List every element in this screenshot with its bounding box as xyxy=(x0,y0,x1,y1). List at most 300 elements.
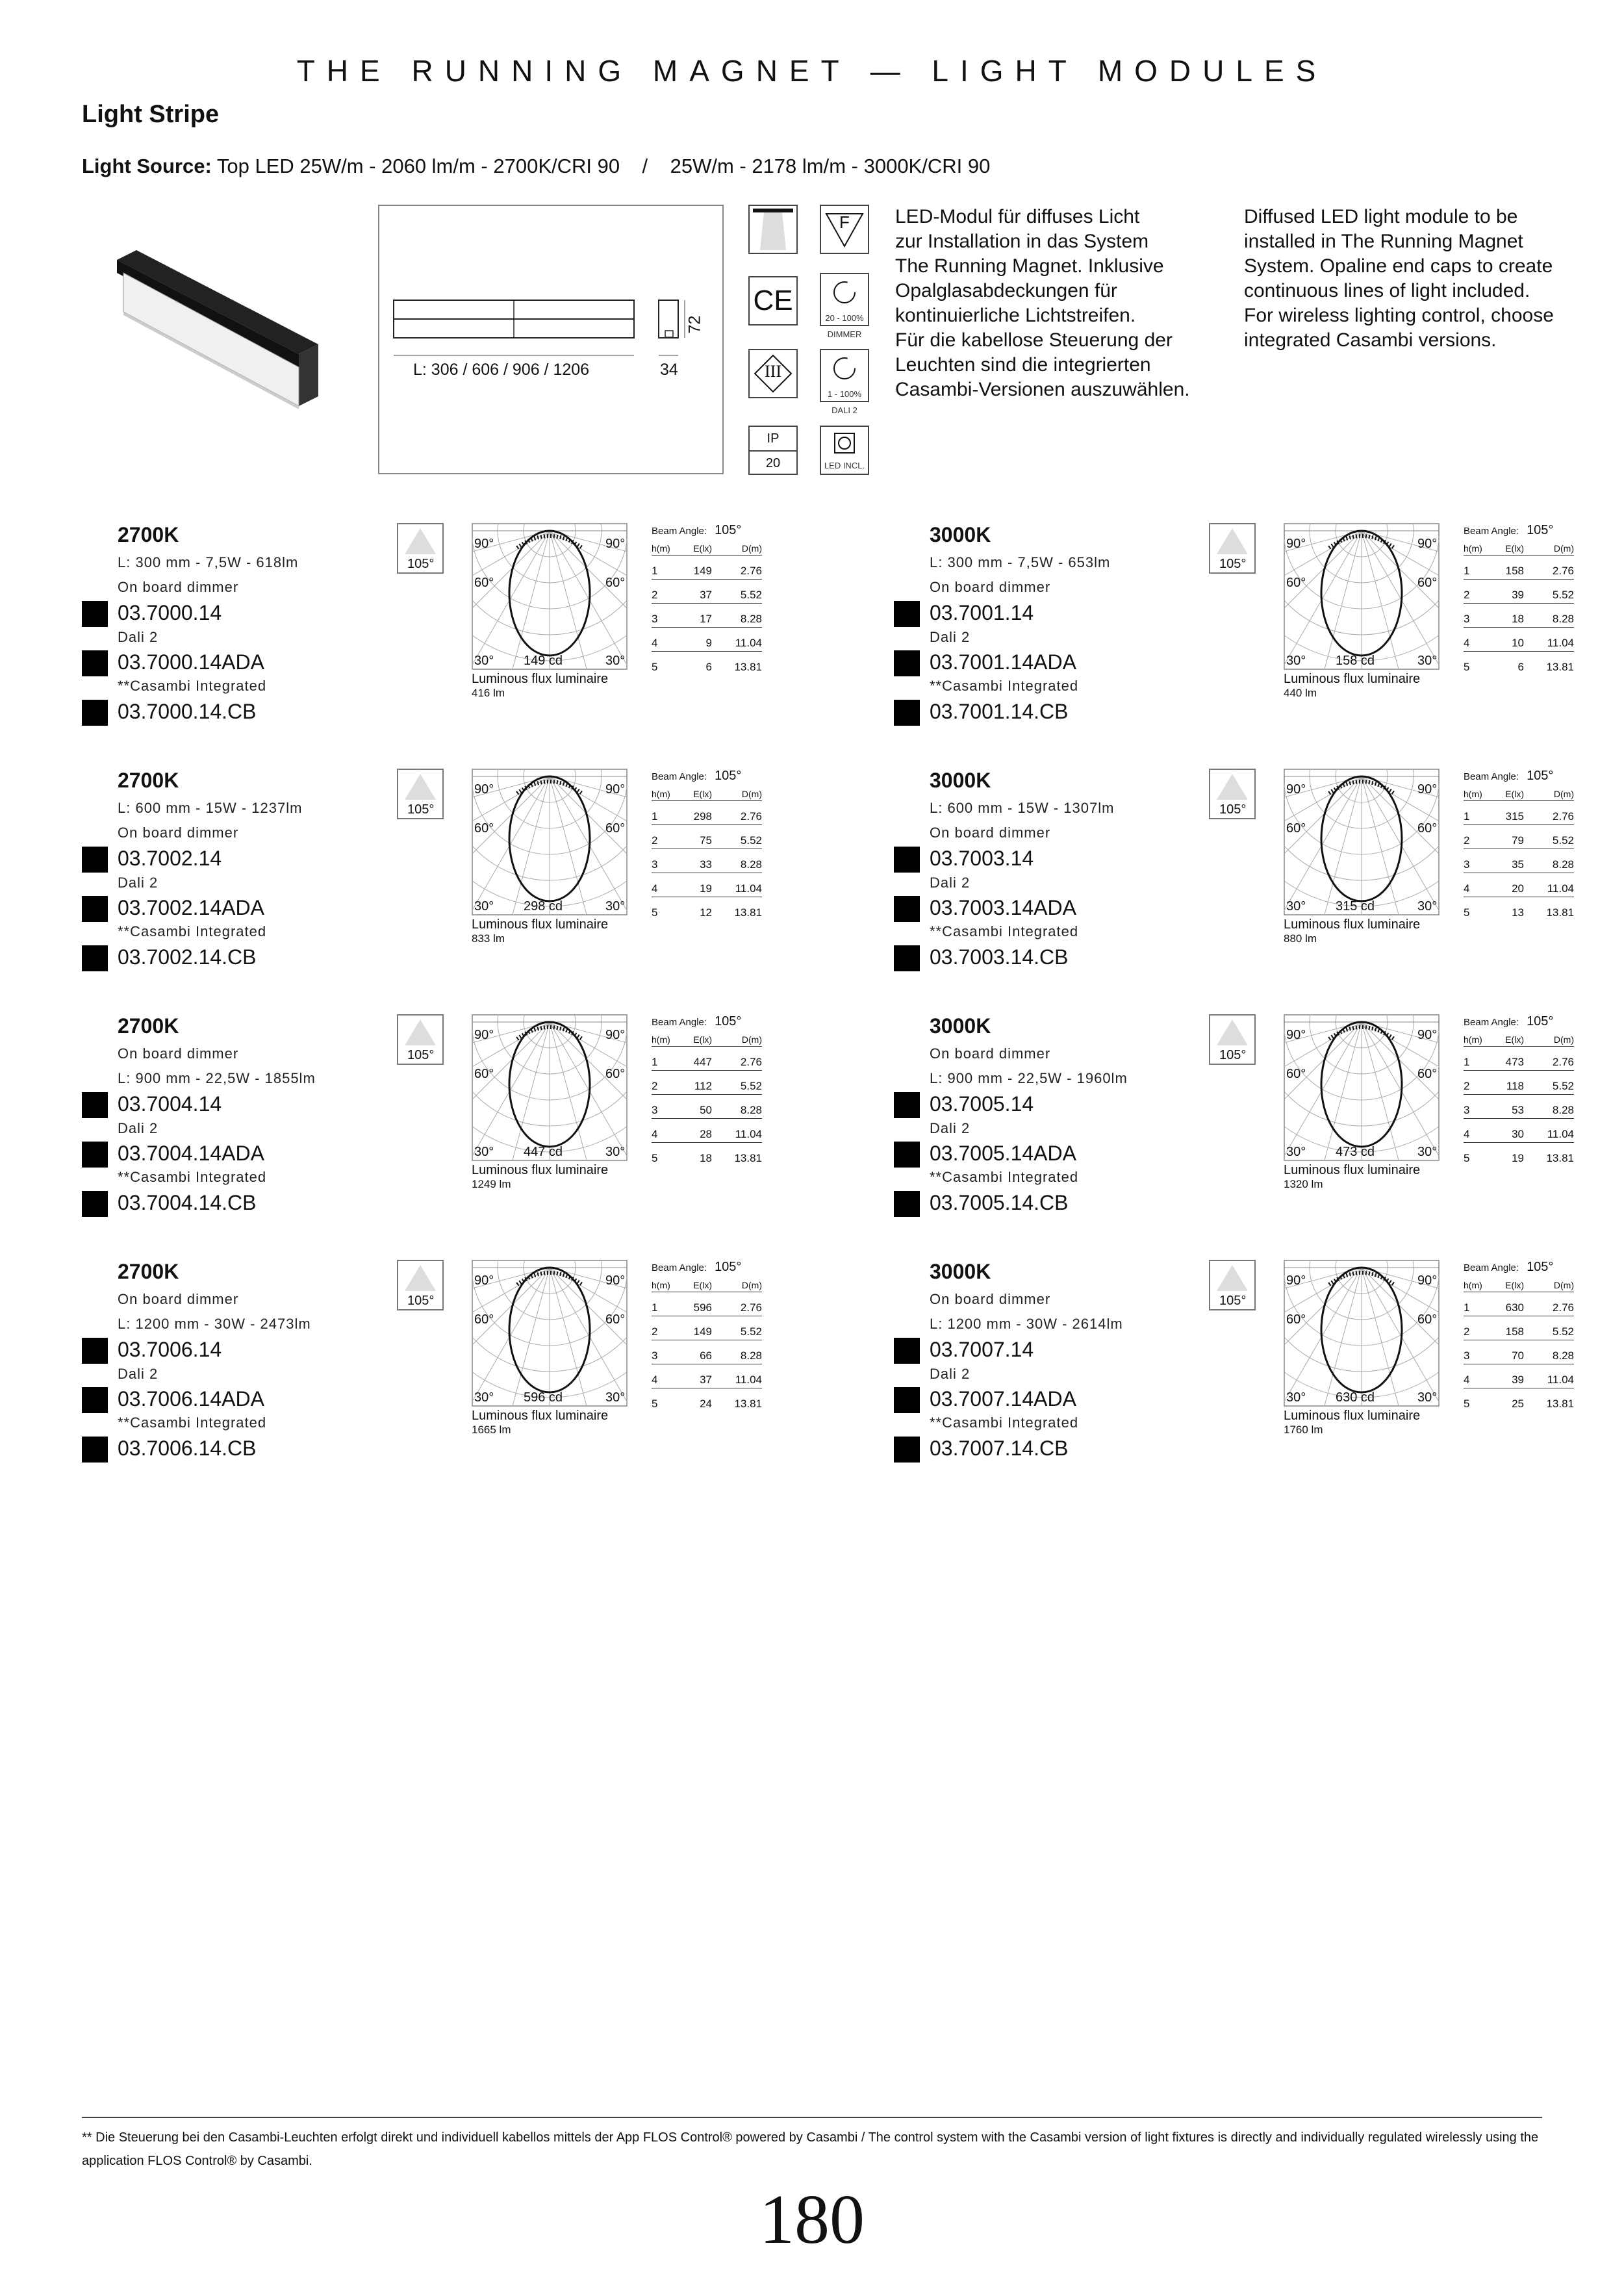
table-header-cell: h(m) xyxy=(1464,789,1482,799)
black-finish-swatch xyxy=(82,1338,108,1364)
beam-angle-row xyxy=(1464,523,1574,538)
color-temperature: 3000K xyxy=(930,523,991,546)
table-header-cell: D(m) xyxy=(1553,543,1574,554)
beam-angle-label: Beam Angle: xyxy=(1464,526,1519,537)
dali-label: Dali 2 xyxy=(118,875,159,891)
description-line: integrated Casambi versions. xyxy=(1244,329,1497,351)
table-row xyxy=(1464,801,1574,825)
photometric-table xyxy=(1464,1014,1574,1166)
table-cell: 5.52 xyxy=(740,1080,762,1092)
table-cell: 19 xyxy=(1512,1152,1524,1164)
table-cell: 3 xyxy=(652,858,658,871)
beam-cone-icon xyxy=(398,1016,442,1048)
variant-block xyxy=(82,523,887,763)
table-row xyxy=(652,556,762,580)
table-row xyxy=(652,1095,762,1119)
variant-block xyxy=(894,769,1624,1009)
article-code: 03.7000.14 xyxy=(118,601,222,624)
table-row xyxy=(652,1316,762,1340)
table-cell: 5.52 xyxy=(740,589,762,601)
angle-label-30: 30° xyxy=(474,1145,494,1159)
table-header xyxy=(652,789,762,801)
angle-label-30: 30° xyxy=(1417,1145,1438,1159)
beam-angle-value: 105° xyxy=(1219,802,1247,817)
article-code: 03.7001.14 xyxy=(930,601,1034,624)
luminous-flux-label: Luminous flux luminaire xyxy=(472,1163,609,1177)
table-cell: 5 xyxy=(652,1152,658,1164)
table-header-cell: E(lx) xyxy=(693,1034,712,1045)
table-header-cell: D(m) xyxy=(1553,1034,1574,1045)
table-row xyxy=(1464,1095,1574,1119)
black-finish-swatch xyxy=(894,1142,920,1168)
beam-angle-label: Beam Angle: xyxy=(652,1262,707,1273)
description-line: continuous lines of light included. xyxy=(1244,280,1530,301)
table-row xyxy=(1464,1047,1574,1071)
black-finish-swatch xyxy=(894,601,920,627)
table-cell: 5.52 xyxy=(1552,1325,1574,1338)
table-row xyxy=(652,825,762,849)
footnote-divider xyxy=(82,2117,1542,2118)
beam-angle-icon xyxy=(397,1014,444,1065)
table-cell: 5.52 xyxy=(1552,589,1574,601)
variant-block xyxy=(894,1014,1624,1255)
black-finish-swatch xyxy=(82,847,108,873)
table-row xyxy=(652,849,762,873)
table-header-cell: E(lx) xyxy=(693,1280,712,1290)
casambi-label: **Casambi Integrated xyxy=(118,1414,267,1431)
luminous-flux-label: Luminous flux luminaire xyxy=(1284,672,1421,686)
table-header-cell: h(m) xyxy=(652,789,670,799)
table-cell: 158 xyxy=(1505,1325,1524,1338)
table-header xyxy=(1464,543,1574,556)
angle-label-60: 60° xyxy=(1286,821,1306,836)
table-header-cell: h(m) xyxy=(1464,543,1482,554)
angle-label-60: 60° xyxy=(1286,1312,1306,1327)
angle-label-30: 30° xyxy=(1417,899,1438,913)
dali-label: Dali 2 xyxy=(118,1366,159,1382)
table-cell: 5.52 xyxy=(1552,1080,1574,1092)
table-header xyxy=(1464,789,1574,801)
spec-line-1: On board dimmer xyxy=(930,1291,1051,1307)
luminous-flux-label: Luminous flux luminaire xyxy=(472,1409,609,1423)
table-row xyxy=(652,580,762,604)
table-cell: 11.04 xyxy=(735,882,762,895)
beam-angle-row xyxy=(652,1260,762,1275)
table-header-cell: E(lx) xyxy=(1505,1034,1524,1045)
table-row xyxy=(1464,873,1574,897)
table-cell: 8.28 xyxy=(740,858,762,871)
spec-line-2: L: 1200 mm - 30W - 2614lm xyxy=(930,1316,1123,1332)
beam-angle-row xyxy=(652,523,762,538)
ce-mark-icon: CE xyxy=(748,276,798,326)
table-row xyxy=(652,1143,762,1166)
luminous-flux-value: 1665 lm xyxy=(472,1424,511,1436)
spec-line-2: On board dimmer xyxy=(930,579,1051,595)
black-finish-swatch xyxy=(82,1191,108,1217)
peak-intensity: 473 cd xyxy=(1336,1145,1375,1159)
black-finish-swatch xyxy=(82,1092,108,1118)
article-code-dali: 03.7006.14ADA xyxy=(118,1387,264,1411)
luminous-flux-label: Luminous flux luminaire xyxy=(1284,1163,1421,1177)
led-included-icon: LED INCL. xyxy=(820,426,869,475)
angle-label-60: 60° xyxy=(1417,821,1438,836)
table-cell: 5.52 xyxy=(1552,834,1574,847)
description-line: Diffused LED light module to be xyxy=(1244,206,1518,227)
table-row xyxy=(652,1047,762,1071)
photometric-table xyxy=(652,523,762,675)
black-finish-swatch xyxy=(82,1387,108,1413)
description-line: Opalglasabdeckungen für xyxy=(895,280,1117,301)
table-cell: 2 xyxy=(652,834,658,847)
black-finish-swatch xyxy=(894,700,920,726)
beam-angle-value: 105° xyxy=(715,1260,742,1274)
table-cell: 66 xyxy=(700,1349,712,1362)
black-finish-swatch xyxy=(894,1092,920,1118)
table-cell: 79 xyxy=(1512,834,1524,847)
table-header-cell: h(m) xyxy=(652,1034,670,1045)
beam-cone-icon xyxy=(1210,1261,1254,1294)
table-header xyxy=(1464,1280,1574,1292)
table-row xyxy=(1464,628,1574,652)
casambi-label: **Casambi Integrated xyxy=(118,1169,267,1185)
black-finish-swatch xyxy=(82,700,108,726)
beam-angle-value: 105° xyxy=(407,1294,435,1308)
angle-label-30: 30° xyxy=(474,654,494,668)
photometric-table xyxy=(1464,523,1574,675)
table-cell: 8.28 xyxy=(740,613,762,625)
table-cell: 11.04 xyxy=(735,1373,762,1386)
table-cell: 13.81 xyxy=(734,906,762,919)
table-row xyxy=(652,604,762,628)
casambi-label: **Casambi Integrated xyxy=(930,1414,1079,1431)
table-cell: 2 xyxy=(1464,1325,1470,1338)
height-dimension: 72 xyxy=(685,315,704,334)
table-cell: 1 xyxy=(652,810,658,823)
description-line: kontinuierliche Lichtstreifen. xyxy=(895,305,1136,326)
beam-cone-icon xyxy=(398,770,442,802)
beam-angle-icon xyxy=(1209,1260,1256,1310)
table-row xyxy=(652,1071,762,1095)
color-temperature: 2700K xyxy=(118,1014,179,1038)
angle-label-90: 90° xyxy=(605,782,626,797)
table-cell: 1 xyxy=(652,1301,658,1314)
table-cell: 25 xyxy=(1512,1398,1524,1410)
beam-cone-icon xyxy=(398,1261,442,1294)
table-cell: 1 xyxy=(1464,810,1470,823)
beam-angle-icon xyxy=(1209,523,1256,574)
article-code: 03.7007.14 xyxy=(930,1338,1034,1361)
table-cell: 11.04 xyxy=(735,1128,762,1140)
dali-label: Dali 2 xyxy=(930,875,971,891)
angle-label-90: 90° xyxy=(605,1273,626,1288)
ip-rating-icon: IP 20 xyxy=(748,426,798,475)
angle-label-30: 30° xyxy=(474,899,494,913)
table-cell: 75 xyxy=(700,834,712,847)
table-row xyxy=(1464,1292,1574,1316)
angle-label-90: 90° xyxy=(1286,1273,1306,1288)
table-cell: 1 xyxy=(1464,565,1470,577)
beam-cone-icon xyxy=(1210,524,1254,557)
table-cell: 4 xyxy=(1464,1128,1470,1140)
table-cell: 35 xyxy=(1512,858,1524,871)
luminous-flux-value: 833 lm xyxy=(472,932,505,945)
table-cell: 4 xyxy=(652,1128,658,1140)
beam-angle-icon xyxy=(397,523,444,574)
table-header xyxy=(652,543,762,556)
article-code-dali: 03.7003.14ADA xyxy=(930,896,1076,919)
beam-angle-label: Beam Angle: xyxy=(1464,1262,1519,1273)
table-header-cell: h(m) xyxy=(652,543,670,554)
table-header-cell: D(m) xyxy=(741,1034,762,1045)
table-header-cell: E(lx) xyxy=(693,543,712,554)
angle-label-60: 60° xyxy=(1417,576,1438,590)
beam-angle-value: 105° xyxy=(715,769,742,783)
luminous-flux-value: 416 lm xyxy=(472,687,505,699)
table-row xyxy=(1464,556,1574,580)
width-dimension: 34 xyxy=(660,361,678,379)
beam-angle-label: Beam Angle: xyxy=(652,771,707,782)
black-finish-swatch xyxy=(894,1338,920,1364)
peak-intensity: 596 cd xyxy=(524,1390,563,1405)
table-header-cell: D(m) xyxy=(1553,789,1574,799)
table-row xyxy=(1464,1071,1574,1095)
spec-line-2: L: 900 mm - 22,5W - 1960lm xyxy=(930,1070,1128,1086)
beam-angle-label: Beam Angle: xyxy=(652,1017,707,1028)
table-cell: 2.76 xyxy=(740,1301,762,1314)
table-cell: 19 xyxy=(700,882,712,895)
dali-label: Dali 2 xyxy=(118,629,159,645)
description-english xyxy=(1244,205,1582,353)
luminous-flux-label: Luminous flux luminaire xyxy=(1284,1409,1421,1423)
beam-angle-icon xyxy=(397,769,444,819)
table-cell: 3 xyxy=(1464,1349,1470,1362)
dali-label: Dali 2 xyxy=(118,1120,159,1136)
table-cell: 37 xyxy=(700,589,712,601)
table-cell: 50 xyxy=(700,1104,712,1116)
luminous-flux-value: 880 lm xyxy=(1284,932,1317,945)
table-cell: 2.76 xyxy=(740,1056,762,1068)
beam-angle-value: 105° xyxy=(1527,523,1554,537)
table-cell: 6 xyxy=(705,661,712,673)
table-cell: 11.04 xyxy=(735,637,762,649)
angle-label-90: 90° xyxy=(1417,782,1438,797)
article-code-dali: 03.7005.14ADA xyxy=(930,1142,1076,1165)
table-cell: 5 xyxy=(1464,1152,1470,1164)
polar-diagram xyxy=(472,1014,628,1161)
casambi-label: **Casambi Integrated xyxy=(930,678,1079,694)
page-title: THE RUNNING MAGNET — LIGHT MODULES xyxy=(296,54,1328,88)
table-row xyxy=(652,801,762,825)
table-cell: 37 xyxy=(700,1373,712,1386)
article-code-casambi: 03.7001.14.CB xyxy=(930,700,1069,723)
angle-label-60: 60° xyxy=(605,576,626,590)
black-finish-swatch xyxy=(894,1437,920,1463)
table-cell: 24 xyxy=(700,1398,712,1410)
table-row xyxy=(1464,849,1574,873)
angle-label-30: 30° xyxy=(1417,1390,1438,1405)
black-finish-swatch xyxy=(82,601,108,627)
article-code: 03.7005.14 xyxy=(930,1092,1034,1116)
table-cell: 596 xyxy=(693,1301,712,1314)
table-cell: 13.81 xyxy=(1546,1398,1574,1410)
light-source-label: Light Source: xyxy=(82,155,212,177)
beam-angle-label: Beam Angle: xyxy=(1464,771,1519,782)
black-finish-swatch xyxy=(894,847,920,873)
spec-line-1: L: 300 mm - 7,5W - 618lm xyxy=(118,554,299,570)
angle-label-30: 30° xyxy=(605,899,626,913)
angle-label-60: 60° xyxy=(1417,1067,1438,1081)
table-cell: 4 xyxy=(1464,637,1470,649)
table-cell: 630 xyxy=(1505,1301,1524,1314)
description-line: For wireless lighting control, choose xyxy=(1244,305,1554,326)
table-cell: 9 xyxy=(705,637,712,649)
article-code-casambi: 03.7005.14.CB xyxy=(930,1191,1069,1214)
luminous-flux-label: Luminous flux luminaire xyxy=(472,917,609,932)
table-cell: 118 xyxy=(1506,1080,1524,1092)
table-header-cell: D(m) xyxy=(1553,1280,1574,1290)
table-cell: 5 xyxy=(1464,1398,1470,1410)
table-row xyxy=(1464,1119,1574,1143)
angle-label-30: 30° xyxy=(605,1145,626,1159)
table-row xyxy=(652,897,762,921)
angle-label-60: 60° xyxy=(474,1067,494,1081)
table-cell: 1 xyxy=(652,565,658,577)
table-cell: 158 xyxy=(1505,565,1524,577)
variant-block xyxy=(82,1260,887,1500)
drawing-lines xyxy=(379,206,724,474)
variant-block xyxy=(82,1014,887,1255)
table-cell: 8.28 xyxy=(1552,1349,1574,1362)
table-cell: 13 xyxy=(1512,906,1524,919)
luminous-flux-value: 1760 lm xyxy=(1284,1424,1323,1436)
polar-diagram xyxy=(472,769,628,915)
angle-label-90: 90° xyxy=(1417,537,1438,551)
table-cell: 1 xyxy=(652,1056,658,1068)
description-line: Für die kabellose Steuerung der xyxy=(895,329,1173,351)
table-cell: 11.04 xyxy=(1547,637,1574,649)
black-finish-swatch xyxy=(894,945,920,971)
angle-label-90: 90° xyxy=(605,1028,626,1042)
beam-angle-value: 105° xyxy=(1527,769,1554,783)
spec-line-1: On board dimmer xyxy=(118,1045,239,1062)
table-cell: 10 xyxy=(1512,637,1524,649)
table-cell: 8.28 xyxy=(1552,1104,1574,1116)
color-temperature: 2700K xyxy=(118,769,179,792)
table-cell: 3 xyxy=(1464,1104,1470,1116)
dali-label: DALI 2 xyxy=(831,405,857,415)
table-row xyxy=(652,1292,762,1316)
beam-angle-icon xyxy=(1209,1014,1256,1065)
variant-block xyxy=(894,523,1624,763)
description-line: The Running Magnet. Inklusive xyxy=(895,255,1164,277)
angle-label-90: 90° xyxy=(1417,1273,1438,1288)
beam-angle-value: 105° xyxy=(1219,1048,1247,1062)
article-code-dali: 03.7001.14ADA xyxy=(930,650,1076,674)
table-row xyxy=(652,1364,762,1388)
article-code-casambi: 03.7002.14.CB xyxy=(118,945,257,969)
table-row xyxy=(1464,1340,1574,1364)
spec-line-2: L: 900 mm - 22,5W - 1855lm xyxy=(118,1070,316,1086)
beam-angle-value: 105° xyxy=(407,802,435,817)
casambi-label: **Casambi Integrated xyxy=(930,923,1079,939)
luminous-flux-value: 1320 lm xyxy=(1284,1178,1323,1190)
article-code-dali: 03.7007.14ADA xyxy=(930,1387,1076,1411)
color-temperature: 2700K xyxy=(118,1260,179,1283)
black-finish-swatch xyxy=(82,650,108,676)
table-row xyxy=(652,652,762,675)
angle-label-30: 30° xyxy=(474,1390,494,1405)
table-cell: 6 xyxy=(1517,661,1524,673)
angle-label-60: 60° xyxy=(1417,1312,1438,1327)
table-cell: 4 xyxy=(652,882,658,895)
beam-angle-value: 105° xyxy=(407,1048,435,1062)
table-row xyxy=(1464,825,1574,849)
beam-angle-value: 105° xyxy=(715,523,742,537)
table-cell: 33 xyxy=(700,858,712,871)
table-cell: 2 xyxy=(652,1325,658,1338)
angle-label-90: 90° xyxy=(1417,1028,1438,1042)
beam-angle-value: 105° xyxy=(407,557,435,571)
table-cell: 28 xyxy=(700,1128,712,1140)
product-image xyxy=(97,247,331,435)
table-cell: 112 xyxy=(694,1080,712,1092)
table-cell: 2.76 xyxy=(1552,1301,1574,1314)
beam-angle-value: 105° xyxy=(715,1014,742,1028)
table-cell: 3 xyxy=(1464,613,1470,625)
angle-label-60: 60° xyxy=(605,1312,626,1327)
article-code-casambi: 03.7000.14.CB xyxy=(118,700,257,723)
spec-line-1: L: 300 mm - 7,5W - 653lm xyxy=(930,554,1111,570)
description-line: Leuchten sind die integrierten xyxy=(895,354,1151,376)
light-source-line xyxy=(82,155,990,178)
beam-cone-icon xyxy=(398,524,442,557)
beam-cone-icon xyxy=(1210,1016,1254,1048)
beam-angle-row xyxy=(652,1014,762,1029)
angle-label-30: 30° xyxy=(1286,1390,1306,1405)
table-cell: 13.81 xyxy=(1546,661,1574,673)
table-cell: 39 xyxy=(1512,589,1524,601)
color-temperature: 3000K xyxy=(930,1260,991,1283)
table-cell: 2.76 xyxy=(740,565,762,577)
table-cell: 5.52 xyxy=(740,834,762,847)
spec-line-2: L: 1200 mm - 30W - 2473lm xyxy=(118,1316,311,1332)
table-cell: 30 xyxy=(1512,1128,1524,1140)
black-finish-swatch xyxy=(894,650,920,676)
article-code-casambi: 03.7006.14.CB xyxy=(118,1437,257,1460)
table-cell: 3 xyxy=(652,613,658,625)
angle-label-90: 90° xyxy=(474,537,494,551)
description-line: LED-Modul für diffuses Licht xyxy=(895,206,1140,227)
table-row xyxy=(1464,1143,1574,1166)
table-cell: 2 xyxy=(1464,834,1470,847)
table-header xyxy=(652,1280,762,1292)
variant-block xyxy=(82,769,887,1009)
table-cell: 2.76 xyxy=(1552,1056,1574,1068)
peak-intensity: 298 cd xyxy=(524,899,563,913)
angle-label-90: 90° xyxy=(1286,782,1306,797)
f-mark-icon: F xyxy=(820,205,869,254)
dimmer-label: DIMMER xyxy=(827,329,862,339)
page-number: 180 xyxy=(759,2181,865,2258)
table-cell: 298 xyxy=(693,810,712,823)
polar-diagram xyxy=(1284,1014,1440,1161)
table-cell: 2.76 xyxy=(1552,565,1574,577)
table-cell: 5.52 xyxy=(740,1325,762,1338)
table-cell: 3 xyxy=(652,1349,658,1362)
photometric-table xyxy=(1464,1260,1574,1412)
spec-line-1: On board dimmer xyxy=(118,1291,239,1307)
description-german xyxy=(895,205,1200,402)
